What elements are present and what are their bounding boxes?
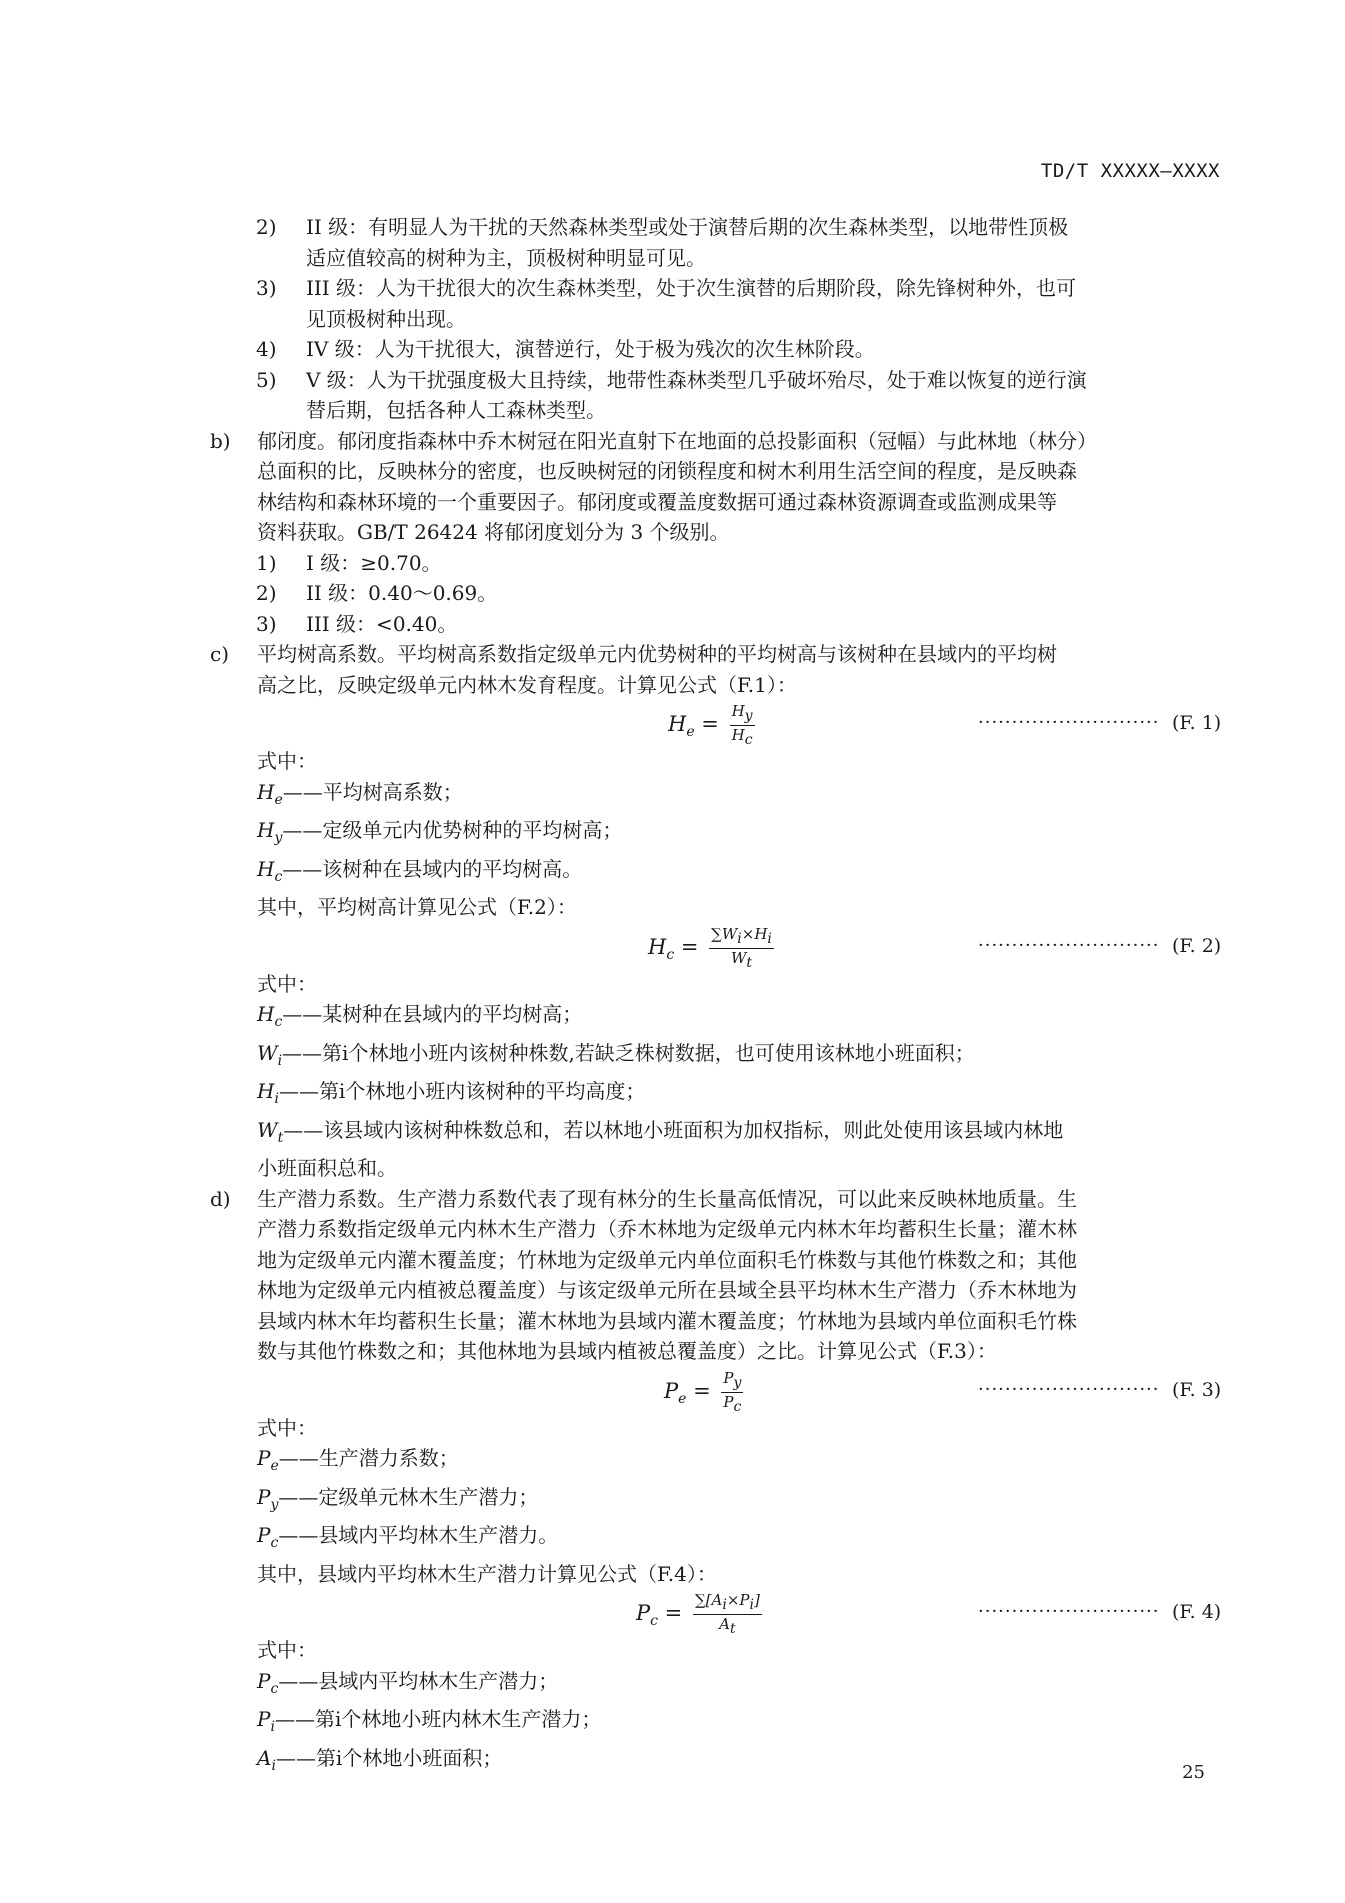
list-item: 3) III 级：<0.40。 xyxy=(256,611,458,636)
section-c: c) 平均树高系数。平均树高系数指定级单元内优势树种的平均树高与该树种在县域内的平均树 xyxy=(210,642,1057,666)
list-item: 2) II 级：有明显人为干扰的天然森林类型或处于演替后期的次生森林类型，以地带性顶极 xyxy=(256,215,1069,239)
definition-line: $P_y——$定级单元林木生产潜力； xyxy=(257,1484,539,1513)
definition-line: $P_i——$第i个林地小班内林木生产潜力； xyxy=(257,1707,602,1735)
definition-line: $H_c——$该树种在县域内的平均树高。 xyxy=(257,856,583,885)
formula-f2: $H_c$ = $\frac{\sum W_i\times H_i}{W_t}$ ··························· (F. 2) xyxy=(648,924,1222,971)
equation-number: (F. 2) xyxy=(1172,934,1222,957)
definition-line: $W_i——$第i个林地小班内该树种株数,若缺乏株树数据，也可使用该林地小班面积； xyxy=(257,1040,975,1069)
definition-line: $H_i——$第i个林地小班内该树种的平均高度； xyxy=(257,1079,646,1107)
definition-line: $P_c——$县域内平均林木生产潜力。 xyxy=(257,1523,559,1551)
list-item: 3) III 级：人为干扰很大的次生森林类型，处于次生演替的后期阶段，除先锋树种外，也可 xyxy=(256,276,1077,300)
standard-code-header: TD/T XXXXX—XXXX xyxy=(1040,160,1220,182)
equation-number: (F. 3) xyxy=(1172,1378,1222,1401)
equation-number: (F. 4) xyxy=(1172,1601,1222,1623)
leader-dots: ··························· xyxy=(978,934,1160,956)
list-item: 2) II 级：0.40～0.69。 xyxy=(256,581,498,605)
definition-line: $P_c——$县域内平均林木生产潜力； xyxy=(257,1668,559,1697)
definition-line: $W_t——$该县域内该树种株数总和，若以林地小班面积为加权指标，则此处使用该县域内林地 xyxy=(257,1117,1064,1146)
formula-f4: $P_c$ = $\frac{\sum[A_i\times P_i]}{A_t}$ ··························· (F. 4) xyxy=(636,1591,1222,1637)
definition-line: $H_y——$定级单元内优势树种的平均树高； xyxy=(257,818,623,846)
leader-dots: ··························· xyxy=(978,712,1160,733)
definition-line: $A_i——$第i个林地小班面积； xyxy=(257,1745,503,1774)
section-b: b) 郁闭度。郁闭度指森林中乔木树冠在阳光直射下在地面的总投影面积（冠幅）与此林地（林分） xyxy=(210,428,1097,453)
equation-number: (F. 1) xyxy=(1172,712,1222,734)
definition-line: $H_c——$某树种在县域内的平均树高； xyxy=(257,1002,583,1030)
page-number: 25 xyxy=(1182,1762,1205,1783)
list-item: 5) V 级：人为干扰强度极大且持续，地带性森林类型几乎破坏殆尽，处于难以恢复的逆行演 xyxy=(256,367,1087,392)
page-body: 2) II 级：有明显人为干扰的天然森林类型或处于演替后期的次生森林类型，以地带性顶极 适应值较高的树种为主，顶极树种明显可见。 3) III 级：人为干扰很大的次生森林类型，处于次生演替的后期阶段，除先锋树种外，也可 见顶极树种出现。 4) IV 级：人为干扰很大，演替逆行，处于极为残次的次生林阶段。 5) V 级：人为干扰强度极大且持续，地带性森林类型几乎破坏殆尽，处于难以恢复的逆行演 替后期，包括各种人工森林类型。 b) 郁闭度。郁闭度指森林中乔木树冠在阳光直射下在地面的总投影面积（冠幅）与此林地（林分） 总面积的比，反映林分的密度，也反映树冠的闭锁程度和树木利用生活空间的程度，是反映森 林结构和森林环境的一个重要因子。郁闭度或覆盖度数据可通过森林资源调查或监测成果等 资料获取。GB/T 26424 将郁闭度划分为 3 个级别。 1) I 级：≥0.70。 2) II 级：0.40～0.69。 3) III 级：<0.40。 c) 平均树高系数。平均树高系数指定级单元内优势树种的平均树高与该树种在县域内的平均树 高之比，反映定级单元内林木发育程度。计算见公式（F.1）： $H_e$ = $\frac{H_y}{H_c}$ ··························· (F. 1) 式中： $H_e——$平均树高系数； $H_y——$定级单元内优势树种的平均树高； $H_c——$该树种在县域内的平均树高。 其中，平均树高计算见公式（F.2）： $H_c$ = $\frac{\sum W_i\times H_i}{W_t}$ ··························· (F. 2) 式中： $H_c——$某树种在县域内的平均树高； $W_i——$第i个林地小班内该树种株数,若缺乏株树数据，也可使用该林地小班面积； $H_i——$第i个林地小班内该树种的平均高度； $W_t——$该县域内该树种株数总和，若以林地小班面积为加权指标，则此处使用该县域内林地 小班面积总和。 d) 生产潜力系数。生产潜力系数代表了现有林分的生长量高低情况，可以此来反映林地质量。生 产潜力系数指定级单元内林木生产潜力（乔木林地为定级单元内林木年均蓄积生长量；灌木林 地为定级单元内灌木覆盖度；竹林地为定级单元内单位面积毛竹株数与其他竹株数之和；其他 林地为定级单元内植被总覆盖度）与该定级单元所在县域全县平均林木生产潜力（乔木林地为 县域内林木年均蓄积生长量；灌木林地为县域内灌木覆盖度；竹林地为县域内单位面积毛竹株 数与其他竹株数之和；其他林地为县域内植被总覆盖度）之比。计算见公式（F.3）： $P_e$ = $\frac{P_y}{P_c}$ ··························· (F. 3) 式中： $P_e——$生产潜力系数； $P_y——$定级单元林木生产潜力； $P_c——$县域内平均林木生产潜力。 其中，县域内平均林木生产潜力计算见公式（F.4）： $P_c$ = $\frac{\sum[A_i\times P_i]}{A_t}$ ··························· (F. 4) 式中： $P_c——$县域内平均林木生产潜力； $P_i——$第i个林地小班内林木生产潜力； $A_i——$第i个林地小班面积； xyxy=(0,212,1345,1781)
definition-line: $P_e——$生产潜力系数； xyxy=(257,1446,459,1474)
list-item: 4) IV 级：人为干扰很大，演替逆行，处于极为残次的次生林阶段。 xyxy=(256,337,875,361)
list-item: 1) I 级：≥0.70。 xyxy=(256,550,442,575)
leader-dots: ··························· xyxy=(978,1378,1160,1400)
formula-f1: $H_e$ = $\frac{H_y}{H_c}$ ··························· (F. 1) xyxy=(668,702,1222,748)
section-d: d) 生产潜力系数。生产潜力系数代表了现有林分的生长量高低情况，可以此来反映林地质量。生 xyxy=(210,1186,1077,1211)
definition-line: $H_e——$平均树高系数； xyxy=(257,779,463,808)
formula-f3: $P_e$ = $\frac{P_y}{P_c}$ ··························· (F. 3) xyxy=(664,1368,1222,1415)
leader-dots: ··························· xyxy=(978,1601,1160,1622)
